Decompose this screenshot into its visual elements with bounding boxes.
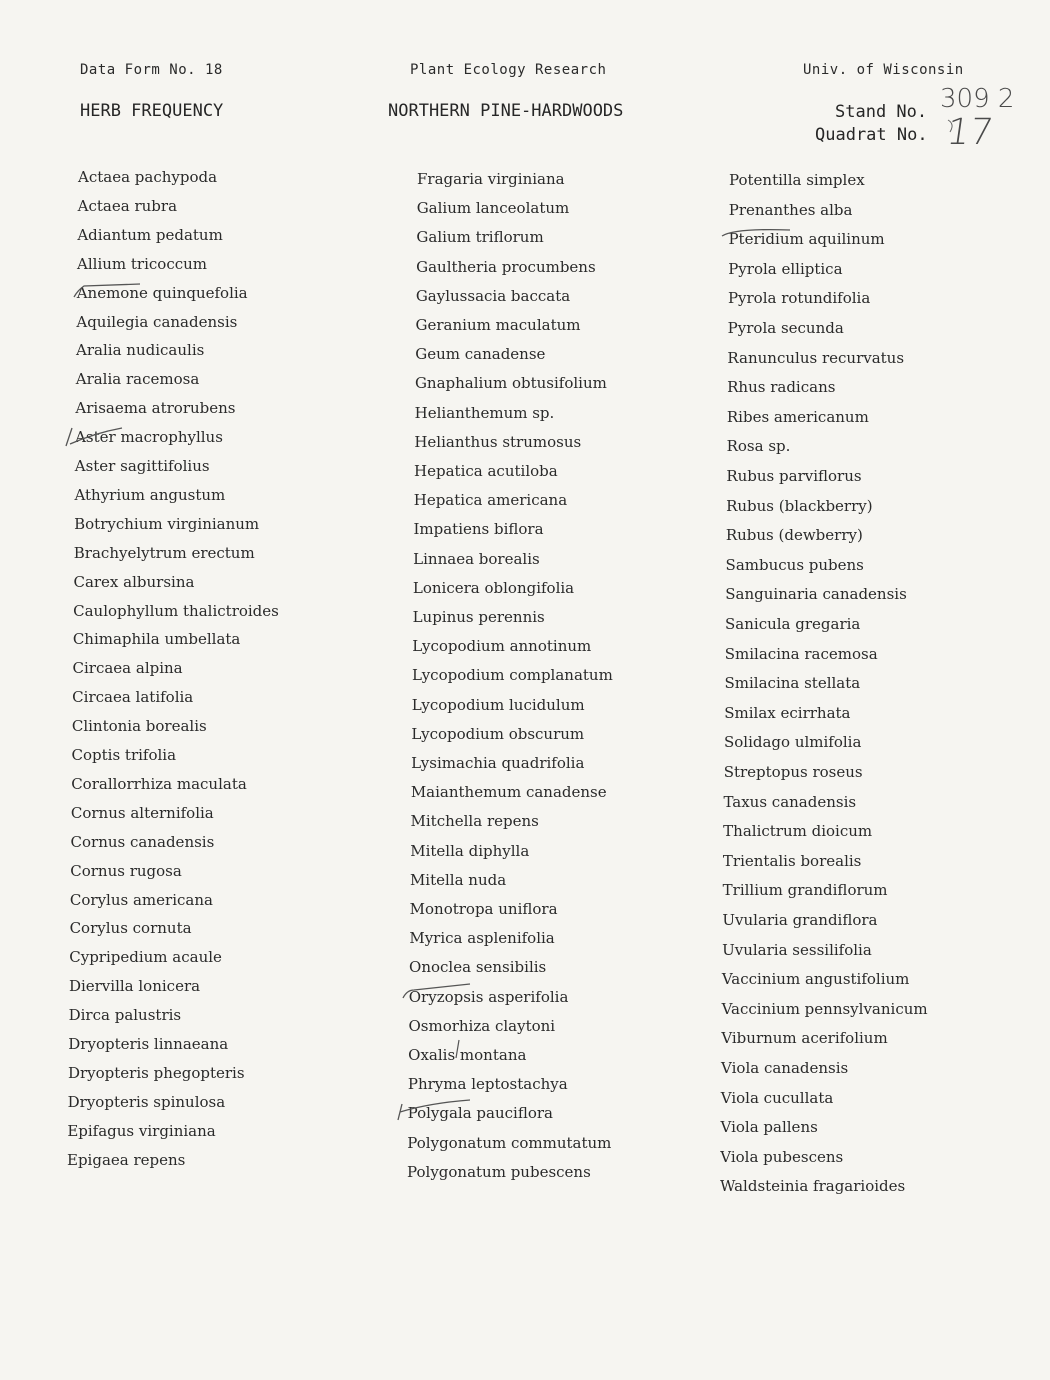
species-item: Lycopodium annotinum [412,637,592,656]
species-item: Mitella nuda [409,870,507,889]
species-item: Maianthemum canadense [410,783,607,802]
species-item: Adiantum pedatum [77,225,223,244]
species-item: Streptopus roseus [723,763,863,781]
species-item: Arisaema atrorubens [75,399,236,418]
species-item: Actaea pachypoda [78,168,218,186]
species-item: Circaea latifolia [72,688,194,707]
species-item: Linnaea borealis [413,549,540,568]
species-item: Ranunculus recurvatus [727,348,905,367]
species-item: Galium lanceolatum [416,199,570,218]
species-item: Myrica asplenifolia [409,929,555,948]
species-item: Epifagus virginiana [67,1121,216,1140]
species-item: Diervilla lonicera [68,977,201,996]
species-item: Chimaphila umbellata [72,630,241,649]
species-item: Viola pubescens [720,1147,844,1166]
species-item: Botrychium virginianum [74,514,260,533]
species-item: Trillium grandiflorum [722,881,888,900]
species-item: Geranium maculatum [415,316,581,334]
form-number-label: Data Form No. 18 [80,62,223,78]
species-item: Thalictrum dioicum [723,822,873,841]
species-item: Aralia racemosa [75,370,200,389]
species-item: Viola canadensis [721,1059,849,1077]
species-item: Aquilegia canadensis [76,312,238,331]
species-item: Galium triflorum [416,228,544,247]
species-item: Smilacina racemosa [724,644,878,663]
species-item: Fragaria virginiana [417,170,565,188]
species-item: Carex albursina [73,572,195,591]
species-item: Helianthemum sp. [414,403,555,422]
species-item: Sanicula gregaria [725,615,861,633]
species-item: Clintonia borealis [71,717,207,736]
species-item: Cornus rugosa [70,861,182,880]
species-item: Impatiens biflora [413,520,544,539]
species-item: Rubus (blackberry) [726,496,873,515]
species-item: Viburnum acerifolium [721,1029,888,1048]
species-item: Polygala pauciflora [407,1104,553,1123]
species-item: Corylus americana [69,890,213,909]
species-item: Epigaea repens [67,1150,186,1169]
species-item: Phryma leptostachya [407,1075,568,1094]
species-item: Sambucus pubens [725,555,864,574]
species-item: Lonicera oblongifolia [412,578,575,597]
species-item: Uvularia sessilifolia [722,940,872,959]
species-item: Brachyelytrum erectum [73,543,255,562]
species-item: Lycopodium lucidulum [411,695,585,714]
species-item: Vaccinium pennsylvanicum [721,999,928,1018]
species-item: Cypripedium acaule [69,948,222,967]
species-item: Rosa sp. [726,437,791,456]
species-item: Onoclea sensibilis [409,958,547,977]
quadrat-number-label: Quadrat No. [815,125,928,145]
species-item: Taxus canadensis [723,792,857,811]
species-item: Circaea alpina [72,659,183,678]
species-item: Aster sagittifolius [74,457,210,475]
species-item: Rubus parviflorus [726,467,862,485]
species-item: Uvularia grandiflora [722,911,878,929]
form-title: HERB FREQUENCY [80,101,224,121]
species-item: Corylus cornuta [69,919,192,938]
stand-number-label: Stand No. [835,102,928,122]
species-item: Aralia nudicaulis [76,341,205,360]
species-item: Caulophyllum thalictroides [73,601,279,620]
species-item: Rubus (dewberry) [725,526,863,545]
species-item: Helianthus strumosus [414,432,582,451]
species-item: Rhus radicans [727,378,836,397]
project-label: Plant Ecology Research [410,62,607,78]
species-item: Trientalis borealis [722,851,862,870]
species-item: Dryopteris phegopteris [67,1063,245,1082]
species-item: Lycopodium obscurum [411,724,585,743]
species-item: Aster macrophyllus [75,428,223,447]
species-item: Ribes americanum [726,407,869,426]
species-item: Viola pallens [720,1118,818,1137]
species-item: Lysimachia quadrifolia [411,754,585,772]
species-item: Coptis trifolia [71,746,177,764]
species-item: Sanguinaria canadensis [725,585,907,604]
institution-label: Univ. of Wisconsin [803,62,964,78]
species-item: Oxalis montana [408,1046,527,1064]
species-item: Gaylussacia baccata [415,286,571,305]
species-item: Hepatica acutiloba [414,462,558,480]
species-item: Waldsteinia fragarioides [720,1177,906,1196]
stand-number-handwritten: 309 2 [940,84,1015,114]
species-item: Lupinus perennis [412,608,545,626]
species-item: Dryopteris linnaeana [68,1035,229,1053]
species-item: Athyrium angustum [74,485,226,504]
species-item: Solidago ulmifolia [723,733,862,752]
species-item: Polygonatum commutatum [407,1133,612,1152]
species-item: Pyrola rotundifolia [727,289,871,308]
species-item: Actaea rubra [77,196,178,215]
species-item: Osmorhiza claytoni [408,1016,556,1035]
species-item: Prenanthes alba [728,200,853,219]
species-item: Pteridium aquilinum [728,230,885,249]
species-item: Mitchella repens [410,812,539,831]
species-item: Mitella diphylla [410,841,530,860]
species-item: Dryopteris spinulosa [67,1092,226,1111]
species-item: Vaccinium angustifolium [721,970,910,989]
species-item: Oryzopsis asperifolia [408,987,569,1006]
species-item: Gaultheria procumbens [416,257,596,276]
community-title: NORTHERN PINE-HARDWOODS [388,101,624,121]
species-item: Dirca palustris [68,1006,182,1025]
species-item: Smilacina stellata [724,674,861,693]
species-item: Pyrola secunda [727,319,844,337]
quadrat-number-handwritten: 17 [944,112,996,153]
species-item: Allium tricoccum [77,254,208,273]
species-item: Smilax ecirrhata [724,703,851,722]
species-item: Monotropa uniflora [409,900,558,918]
species-item: Pyrola elliptica [728,259,843,278]
species-item: Cornus canadensis [70,832,215,851]
species-item: Geum canadense [415,345,546,364]
species-item: Polygonatum pubescens [407,1162,591,1181]
species-item: Potentilla simplex [729,171,865,189]
species-item: Corallorrhiza maculata [71,774,247,793]
species-item: Lycopodium complanatum [412,666,613,685]
species-item: Gnaphalium obtusifolium [414,374,607,393]
species-item: Cornus alternifolia [70,803,214,822]
species-item: Viola cucullata [720,1088,834,1107]
species-item: Anemone quinquefolia [76,283,248,302]
species-item: Hepatica americana [413,491,568,510]
